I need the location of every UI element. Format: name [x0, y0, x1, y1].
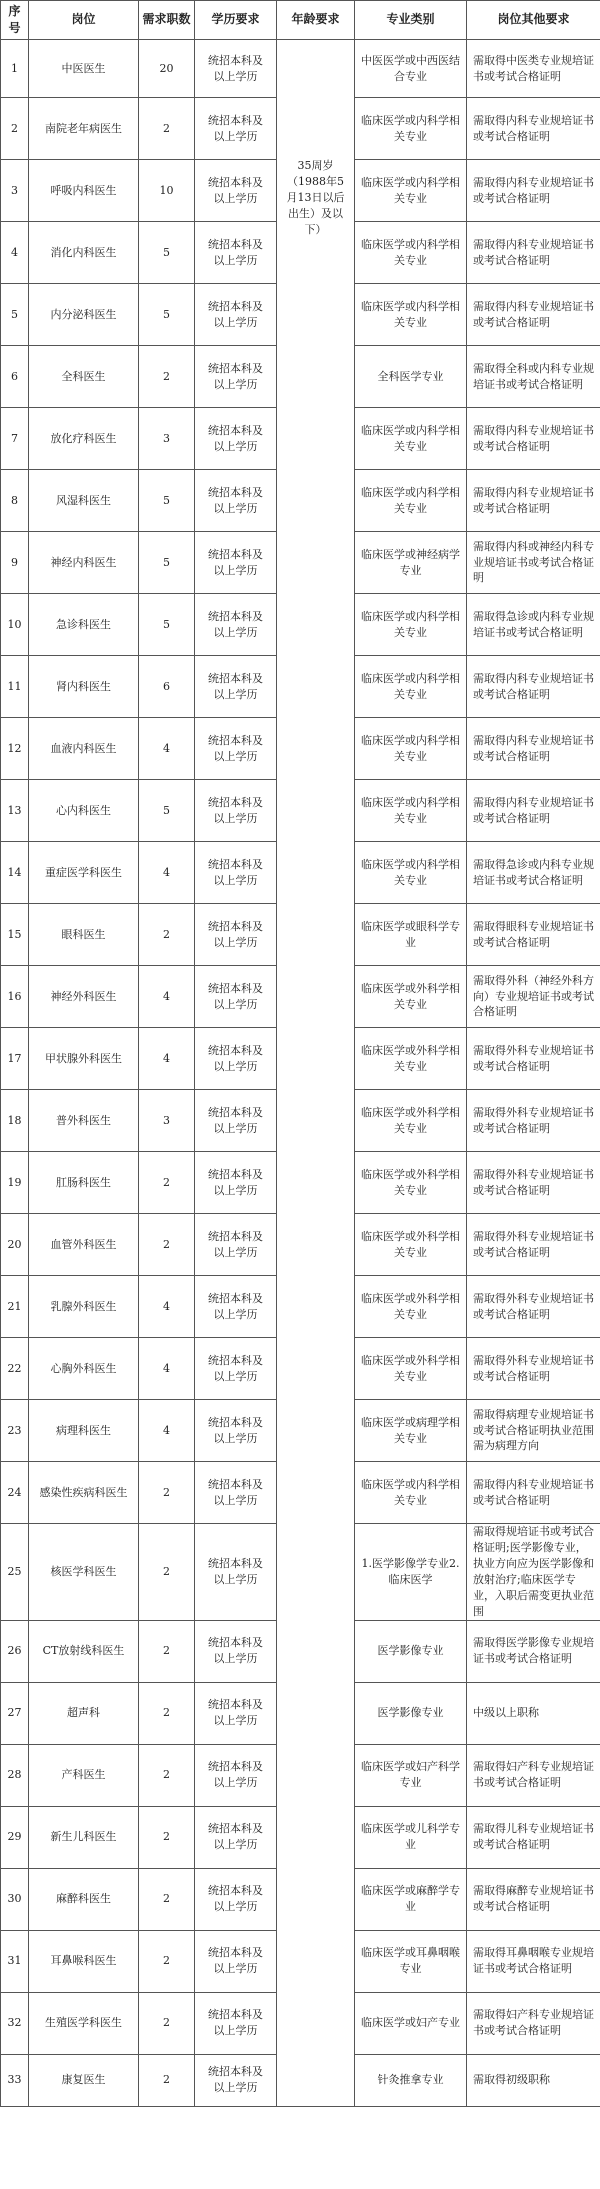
major-category: 临床医学或耳鼻咽喉专业 — [355, 1930, 467, 1992]
major-category: 针灸推拿专业 — [355, 2054, 467, 2106]
post-count: 4 — [139, 966, 195, 1028]
post-name: 血管外科医生 — [29, 1214, 139, 1276]
post-count: 4 — [139, 718, 195, 780]
row-number: 15 — [1, 904, 29, 966]
header-no: 序号 — [1, 1, 29, 40]
row-number: 7 — [1, 408, 29, 470]
post-name: 神经内科医生 — [29, 532, 139, 594]
major-category: 临床医学或内科学相关专业 — [355, 1462, 467, 1524]
row-number: 28 — [1, 1744, 29, 1806]
other-requirement: 需取得外科专业规培证书或考试合格证明 — [467, 1152, 600, 1214]
post-count: 2 — [139, 2054, 195, 2106]
post-name: 血液内科医生 — [29, 718, 139, 780]
header-post: 岗位 — [29, 1, 139, 40]
post-name: 急诊科医生 — [29, 594, 139, 656]
post-name: 神经外科医生 — [29, 966, 139, 1028]
post-count: 4 — [139, 1338, 195, 1400]
post-count: 2 — [139, 1214, 195, 1276]
header-major: 专业类别 — [355, 1, 467, 40]
major-category: 临床医学或外科学相关专业 — [355, 1152, 467, 1214]
post-name: 内分泌科医生 — [29, 284, 139, 346]
major-category: 临床医学或外科学相关专业 — [355, 1338, 467, 1400]
post-count: 4 — [139, 1028, 195, 1090]
major-category: 全科医学专业 — [355, 346, 467, 408]
post-count: 2 — [139, 1462, 195, 1524]
post-count: 2 — [139, 1930, 195, 1992]
row-number: 3 — [1, 160, 29, 222]
post-count: 20 — [139, 40, 195, 98]
row-number: 14 — [1, 842, 29, 904]
row-number: 9 — [1, 532, 29, 594]
major-category: 临床医学或儿科学专业 — [355, 1806, 467, 1868]
major-category: 医学影像专业 — [355, 1682, 467, 1744]
post-name: 耳鼻喉科医生 — [29, 1930, 139, 1992]
education-requirement: 统招本科及以上学历 — [195, 1744, 277, 1806]
row-number: 33 — [1, 2054, 29, 2106]
row-number: 27 — [1, 1682, 29, 1744]
row-number: 20 — [1, 1214, 29, 1276]
education-requirement: 统招本科及以上学历 — [195, 1868, 277, 1930]
other-requirement: 需取得眼科专业规培证书或考试合格证明 — [467, 904, 600, 966]
other-requirement: 需取得妇产科专业规培证书或考试合格证明 — [467, 1992, 600, 2054]
education-requirement: 统招本科及以上学历 — [195, 1152, 277, 1214]
row-number: 12 — [1, 718, 29, 780]
other-requirement: 需取得外科专业规培证书或考试合格证明 — [467, 1090, 600, 1152]
major-category: 临床医学或内科学相关专业 — [355, 222, 467, 284]
other-requirement: 需取得外科（神经外科方向）专业规培证书或考试合格证明 — [467, 966, 600, 1028]
major-category: 医学影像专业 — [355, 1620, 467, 1682]
education-requirement: 统招本科及以上学历 — [195, 1028, 277, 1090]
row-number: 26 — [1, 1620, 29, 1682]
other-requirement: 需取得内科专业规培证书或考试合格证明 — [467, 284, 600, 346]
major-category: 临床医学或内科学相关专业 — [355, 160, 467, 222]
other-requirement: 需取得内科专业规培证书或考试合格证明 — [467, 98, 600, 160]
post-name: 肛肠科医生 — [29, 1152, 139, 1214]
post-name: 核医学科医生 — [29, 1524, 139, 1621]
row-number: 8 — [1, 470, 29, 532]
header-row — [1, 1, 600, 40]
major-category: 临床医学或外科学相关专业 — [355, 966, 467, 1028]
post-count: 3 — [139, 408, 195, 470]
row-number: 32 — [1, 1992, 29, 2054]
row-number: 24 — [1, 1462, 29, 1524]
header-age: 年龄要求 — [277, 1, 355, 40]
education-requirement: 统招本科及以上学历 — [195, 160, 277, 222]
row-number: 5 — [1, 284, 29, 346]
other-requirement: 需取得内科专业规培证书或考试合格证明 — [467, 780, 600, 842]
row-number: 25 — [1, 1524, 29, 1621]
major-category: 临床医学或麻醉学专业 — [355, 1868, 467, 1930]
post-name: 麻醉科医生 — [29, 1868, 139, 1930]
post-name: 普外科医生 — [29, 1090, 139, 1152]
education-requirement: 统招本科及以上学历 — [195, 1524, 277, 1621]
post-name: CT放射线科医生 — [29, 1620, 139, 1682]
education-requirement: 统招本科及以上学历 — [195, 284, 277, 346]
other-requirement: 需取得内科或神经内科专业规培证书或考试合格证明 — [467, 532, 600, 594]
other-requirement: 需取得规培证书或考试合格证明;医学影像专业，执业方向应为医学影像和放射治疗;临床医学专业，入职后需变更执业范围 — [467, 1524, 600, 1621]
post-count: 4 — [139, 1276, 195, 1338]
education-requirement: 统招本科及以上学历 — [195, 966, 277, 1028]
age-requirement-text: 35周岁（1988年5月13日以后出生）及以下） — [286, 159, 345, 236]
major-category: 中医医学或中西医结合专业 — [355, 40, 467, 98]
post-count: 5 — [139, 470, 195, 532]
post-count: 4 — [139, 1400, 195, 1462]
education-requirement: 统招本科及以上学历 — [195, 1338, 277, 1400]
post-count: 2 — [139, 1620, 195, 1682]
post-count: 2 — [139, 1152, 195, 1214]
post-name: 超声科 — [29, 1682, 139, 1744]
table-body — [1, 40, 600, 2107]
major-category: 临床医学或内科学相关专业 — [355, 408, 467, 470]
major-category: 临床医学或眼科学专业 — [355, 904, 467, 966]
other-requirement: 需取得内科专业规培证书或考试合格证明 — [467, 470, 600, 532]
row-number: 18 — [1, 1090, 29, 1152]
post-name: 甲状腺外科医生 — [29, 1028, 139, 1090]
row-number: 19 — [1, 1152, 29, 1214]
post-name: 病理科医生 — [29, 1400, 139, 1462]
other-requirement: 需取得全科或内科专业规培证书或考试合格证明 — [467, 346, 600, 408]
education-requirement: 统招本科及以上学历 — [195, 40, 277, 98]
post-name: 感染性疾病科医生 — [29, 1462, 139, 1524]
education-requirement: 统招本科及以上学历 — [195, 1682, 277, 1744]
other-requirement: 需取得内科专业规培证书或考试合格证明 — [467, 160, 600, 222]
education-requirement: 统招本科及以上学历 — [195, 656, 277, 718]
post-count: 5 — [139, 284, 195, 346]
education-requirement: 统招本科及以上学历 — [195, 346, 277, 408]
table-row — [1, 40, 600, 98]
education-requirement: 统招本科及以上学历 — [195, 904, 277, 966]
major-category: 临床医学或病理学相关专业 — [355, 1400, 467, 1462]
major-category: 临床医学或内科学相关专业 — [355, 470, 467, 532]
post-count: 2 — [139, 1682, 195, 1744]
major-category: 临床医学或妇产科学专业 — [355, 1744, 467, 1806]
other-requirement: 需取得内科专业规培证书或考试合格证明 — [467, 1462, 600, 1524]
row-number: 22 — [1, 1338, 29, 1400]
other-requirement: 需取得中医类专业规培证书或考试合格证明 — [467, 40, 600, 98]
row-number: 17 — [1, 1028, 29, 1090]
row-number: 10 — [1, 594, 29, 656]
post-name: 康复医生 — [29, 2054, 139, 2106]
post-count: 2 — [139, 904, 195, 966]
header-education: 学历要求 — [195, 1, 277, 40]
education-requirement: 统招本科及以上学历 — [195, 222, 277, 284]
other-requirement: 需取得急诊或内科专业规培证书或考试合格证明 — [467, 594, 600, 656]
other-requirement: 需取得医学影像专业规培证书或考试合格证明 — [467, 1620, 600, 1682]
major-category: 临床医学或外科学相关专业 — [355, 1214, 467, 1276]
other-requirement: 需取得麻醉专业规培证书或考试合格证明 — [467, 1868, 600, 1930]
other-requirement: 需取得外科专业规培证书或考试合格证明 — [467, 1338, 600, 1400]
post-count: 2 — [139, 1992, 195, 2054]
row-number: 29 — [1, 1806, 29, 1868]
major-category: 临床医学或内科学相关专业 — [355, 98, 467, 160]
age-requirement — [277, 40, 355, 2107]
major-category: 临床医学或外科学相关专业 — [355, 1028, 467, 1090]
post-name: 新生儿科医生 — [29, 1806, 139, 1868]
education-requirement: 统招本科及以上学历 — [195, 780, 277, 842]
other-requirement: 需取得耳鼻咽喉专业规培证书或考试合格证明 — [467, 1930, 600, 1992]
education-requirement: 统招本科及以上学历 — [195, 2054, 277, 2106]
post-count: 5 — [139, 594, 195, 656]
major-category: 临床医学或内科学相关专业 — [355, 842, 467, 904]
major-category: 临床医学或外科学相关专业 — [355, 1276, 467, 1338]
education-requirement: 统招本科及以上学历 — [195, 1214, 277, 1276]
row-number: 4 — [1, 222, 29, 284]
post-count: 2 — [139, 346, 195, 408]
post-count: 5 — [139, 532, 195, 594]
other-requirement: 需取得内科专业规培证书或考试合格证明 — [467, 656, 600, 718]
other-requirement: 需取得内科专业规培证书或考试合格证明 — [467, 408, 600, 470]
other-requirement: 需取得急诊或内科专业规培证书或考试合格证明 — [467, 842, 600, 904]
major-category: 1.医学影像学专业2.临床医学 — [355, 1524, 467, 1621]
education-requirement: 统招本科及以上学历 — [195, 408, 277, 470]
other-requirement: 需取得外科专业规培证书或考试合格证明 — [467, 1276, 600, 1338]
education-requirement: 统招本科及以上学历 — [195, 470, 277, 532]
other-requirement: 需取得儿科专业规培证书或考试合格证明 — [467, 1806, 600, 1868]
post-name: 呼吸内科医生 — [29, 160, 139, 222]
education-requirement: 统招本科及以上学历 — [195, 1276, 277, 1338]
post-count: 2 — [139, 1806, 195, 1868]
row-number: 21 — [1, 1276, 29, 1338]
post-count: 2 — [139, 98, 195, 160]
education-requirement: 统招本科及以上学历 — [195, 718, 277, 780]
post-count: 5 — [139, 780, 195, 842]
education-requirement: 统招本科及以上学历 — [195, 1462, 277, 1524]
other-requirement: 需取得内科专业规培证书或考试合格证明 — [467, 718, 600, 780]
row-number: 31 — [1, 1930, 29, 1992]
post-name: 乳腺外科医生 — [29, 1276, 139, 1338]
education-requirement: 统招本科及以上学历 — [195, 1620, 277, 1682]
row-number: 6 — [1, 346, 29, 408]
post-name: 中医医生 — [29, 40, 139, 98]
other-requirement: 需取得外科专业规培证书或考试合格证明 — [467, 1028, 600, 1090]
post-name: 心内科医生 — [29, 780, 139, 842]
post-name: 风湿科医生 — [29, 470, 139, 532]
post-count: 4 — [139, 842, 195, 904]
other-requirement: 需取得初级职称 — [467, 2054, 600, 2106]
post-name: 生殖医学科医生 — [29, 1992, 139, 2054]
post-name: 重症医学科医生 — [29, 842, 139, 904]
education-requirement: 统招本科及以上学历 — [195, 594, 277, 656]
post-count: 3 — [139, 1090, 195, 1152]
other-requirement: 中级以上职称 — [467, 1682, 600, 1744]
post-name: 放化疗科医生 — [29, 408, 139, 470]
post-name: 消化内科医生 — [29, 222, 139, 284]
row-number: 30 — [1, 1868, 29, 1930]
major-category: 临床医学或内科学相关专业 — [355, 718, 467, 780]
post-name: 肾内科医生 — [29, 656, 139, 718]
other-requirement: 需取得外科专业规培证书或考试合格证明 — [467, 1214, 600, 1276]
post-count: 10 — [139, 160, 195, 222]
post-name: 心胸外科医生 — [29, 1338, 139, 1400]
education-requirement: 统招本科及以上学历 — [195, 1992, 277, 2054]
other-requirement: 需取得病理专业规培证书或考试合格证明执业范围需为病理方向 — [467, 1400, 600, 1462]
education-requirement: 统招本科及以上学历 — [195, 1400, 277, 1462]
major-category: 临床医学或内科学相关专业 — [355, 780, 467, 842]
row-number: 11 — [1, 656, 29, 718]
major-category: 临床医学或神经病学专业 — [355, 532, 467, 594]
row-number: 16 — [1, 966, 29, 1028]
education-requirement: 统招本科及以上学历 — [195, 1930, 277, 1992]
row-number: 1 — [1, 40, 29, 98]
post-name: 产科医生 — [29, 1744, 139, 1806]
other-requirement: 需取得妇产科专业规培证书或考试合格证明 — [467, 1744, 600, 1806]
major-category: 临床医学或妇产专业 — [355, 1992, 467, 2054]
post-count: 2 — [139, 1524, 195, 1621]
post-name: 南院老年病医生 — [29, 98, 139, 160]
other-requirement: 需取得内科专业规培证书或考试合格证明 — [467, 222, 600, 284]
post-name: 全科医生 — [29, 346, 139, 408]
education-requirement: 统招本科及以上学历 — [195, 1806, 277, 1868]
post-count: 2 — [139, 1868, 195, 1930]
education-requirement: 统招本科及以上学历 — [195, 842, 277, 904]
post-count: 2 — [139, 1744, 195, 1806]
major-category: 临床医学或外科学相关专业 — [355, 1090, 467, 1152]
education-requirement: 统招本科及以上学历 — [195, 98, 277, 160]
education-requirement: 统招本科及以上学历 — [195, 532, 277, 594]
major-category: 临床医学或内科学相关专业 — [355, 284, 467, 346]
education-requirement: 统招本科及以上学历 — [195, 1090, 277, 1152]
post-name: 眼科医生 — [29, 904, 139, 966]
row-number: 23 — [1, 1400, 29, 1462]
header-other: 岗位其他要求 — [467, 1, 600, 40]
row-number: 13 — [1, 780, 29, 842]
row-number: 2 — [1, 98, 29, 160]
major-category: 临床医学或内科学相关专业 — [355, 656, 467, 718]
header-count: 需求职数 — [139, 1, 195, 40]
post-count: 5 — [139, 222, 195, 284]
major-category: 临床医学或内科学相关专业 — [355, 594, 467, 656]
post-count: 6 — [139, 656, 195, 718]
